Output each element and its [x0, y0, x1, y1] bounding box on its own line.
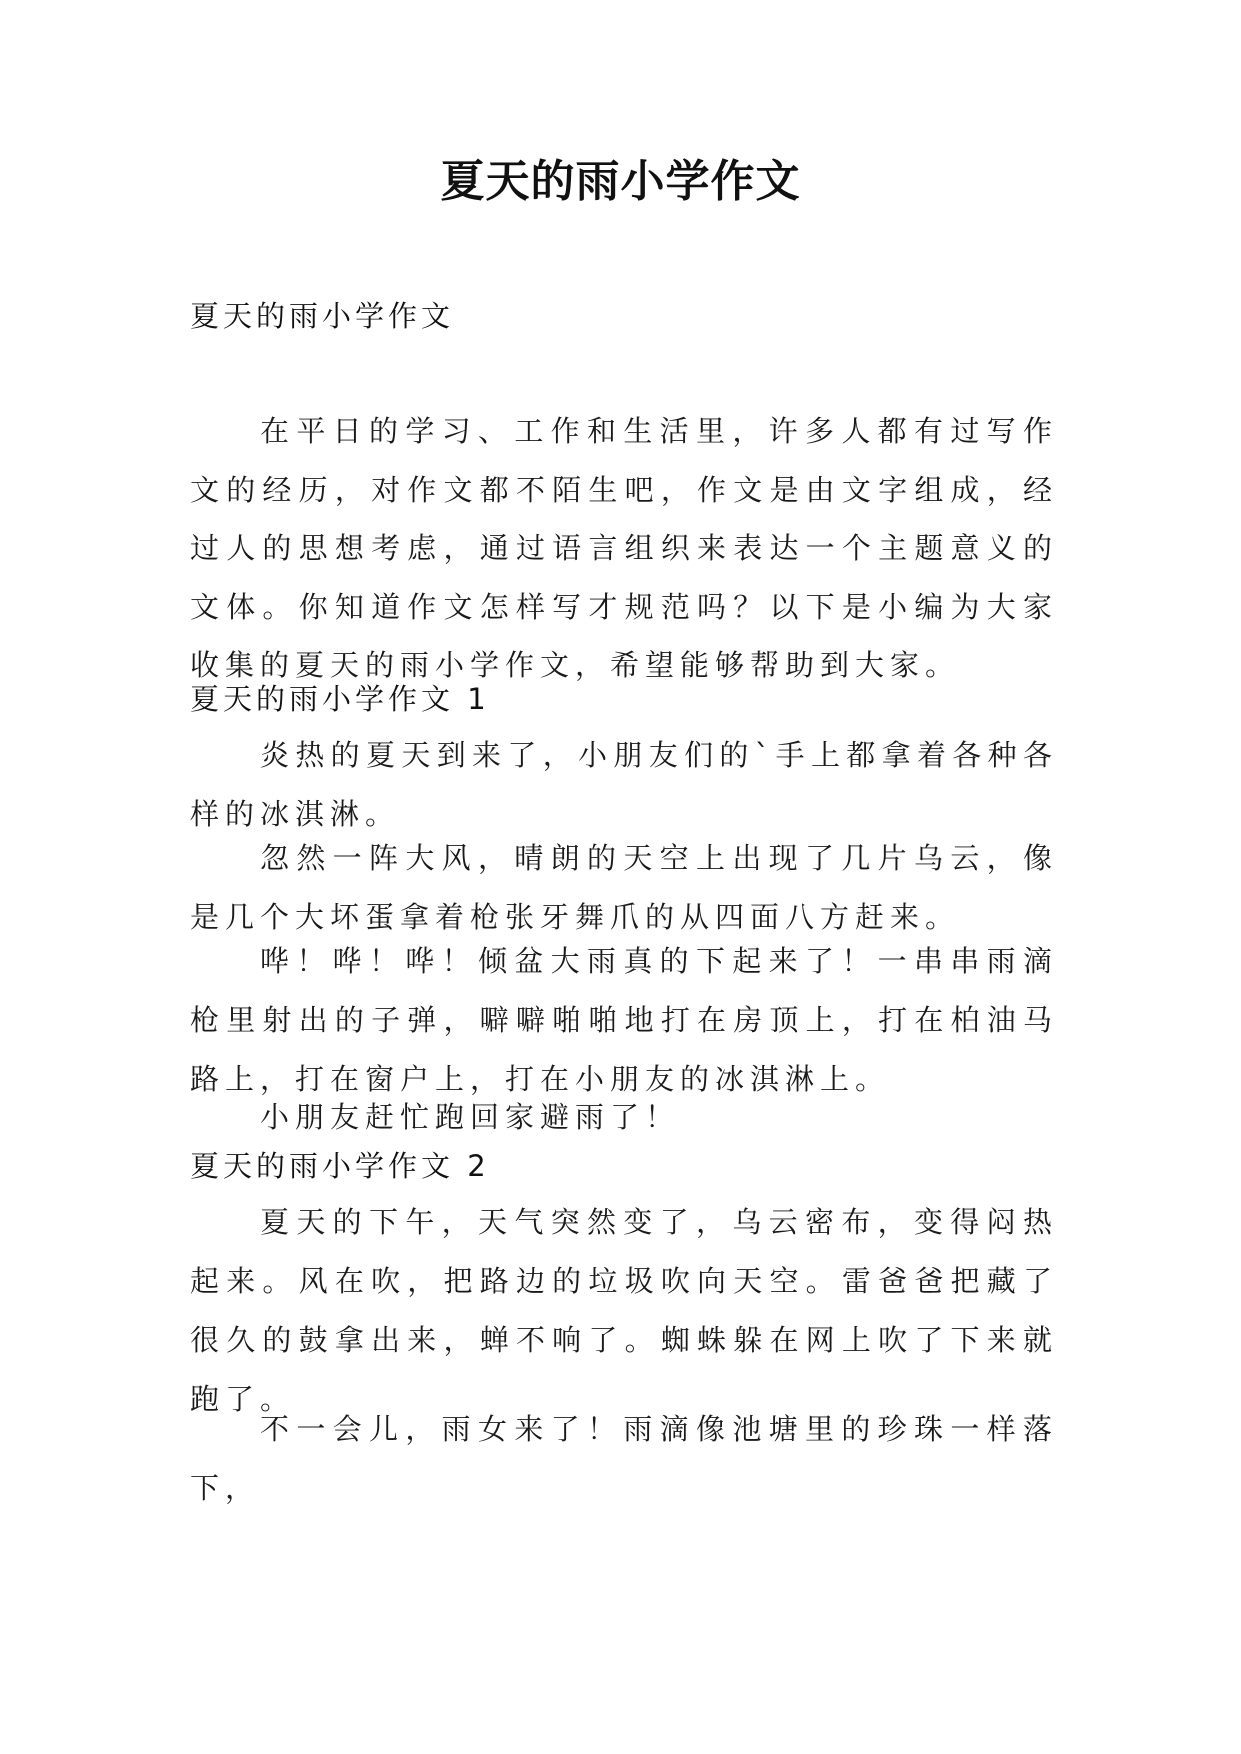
essay-2-paragraph: 不一会儿，雨女来了！雨滴像池塘里的珍珠一样落下， [190, 1412, 1058, 1505]
essay-2-heading: 夏天的雨小学作文 2 [190, 1149, 490, 1183]
essay-1-paragraph: 哗！哗！哗！倾盆大雨真的下起来了！一串串雨滴枪里射出的子弹，噼噼啪啪地打在房顶上，打在柏油马路上，打在窗户上，打在小朋友的冰淇淋上。 [190, 944, 1058, 1096]
essay-2-paragraph: 夏天的下午，天气突然变了，乌云密布，变得闷热起来。风在吹，把路边的垃圾吹向天空。雷爸爸把藏了很久的鼓拿出来，蝉不响了。蜘蛛躲在网上吹了下来就跑了。 [190, 1205, 1058, 1416]
essay-1-heading: 夏天的雨小学作文 1 [190, 682, 490, 716]
intro-paragraph: 在平日的学习、工作和生活里，许多人都有过写作文的经历，对作文都不陌生吧，作文是由文字组成，经过人的思想考虑，通过语言组织来表达一个主题意义的文体。你知道作文怎样写才规范吗？以下是小编为大家收集的夏天的雨小学作文，希望能够帮助到大家。 [190, 414, 1058, 682]
essay-1-paragraph: 炎热的夏天到来了，小朋友们的`手上都拿着各种各样的冰淇淋。 [190, 738, 1058, 831]
document-title: 夏天的雨小学作文 [440, 156, 801, 207]
document-subtitle: 夏天的雨小学作文 [190, 299, 455, 333]
essay-1-paragraph: 忽然一阵大风，晴朗的天空上出现了几片乌云，像是几个大坏蛋拿着枪张牙舞爪的从四面八方赶来。 [190, 841, 1058, 934]
essay-1-paragraph: 小朋友赶忙跑回家避雨了！ [260, 1100, 681, 1134]
